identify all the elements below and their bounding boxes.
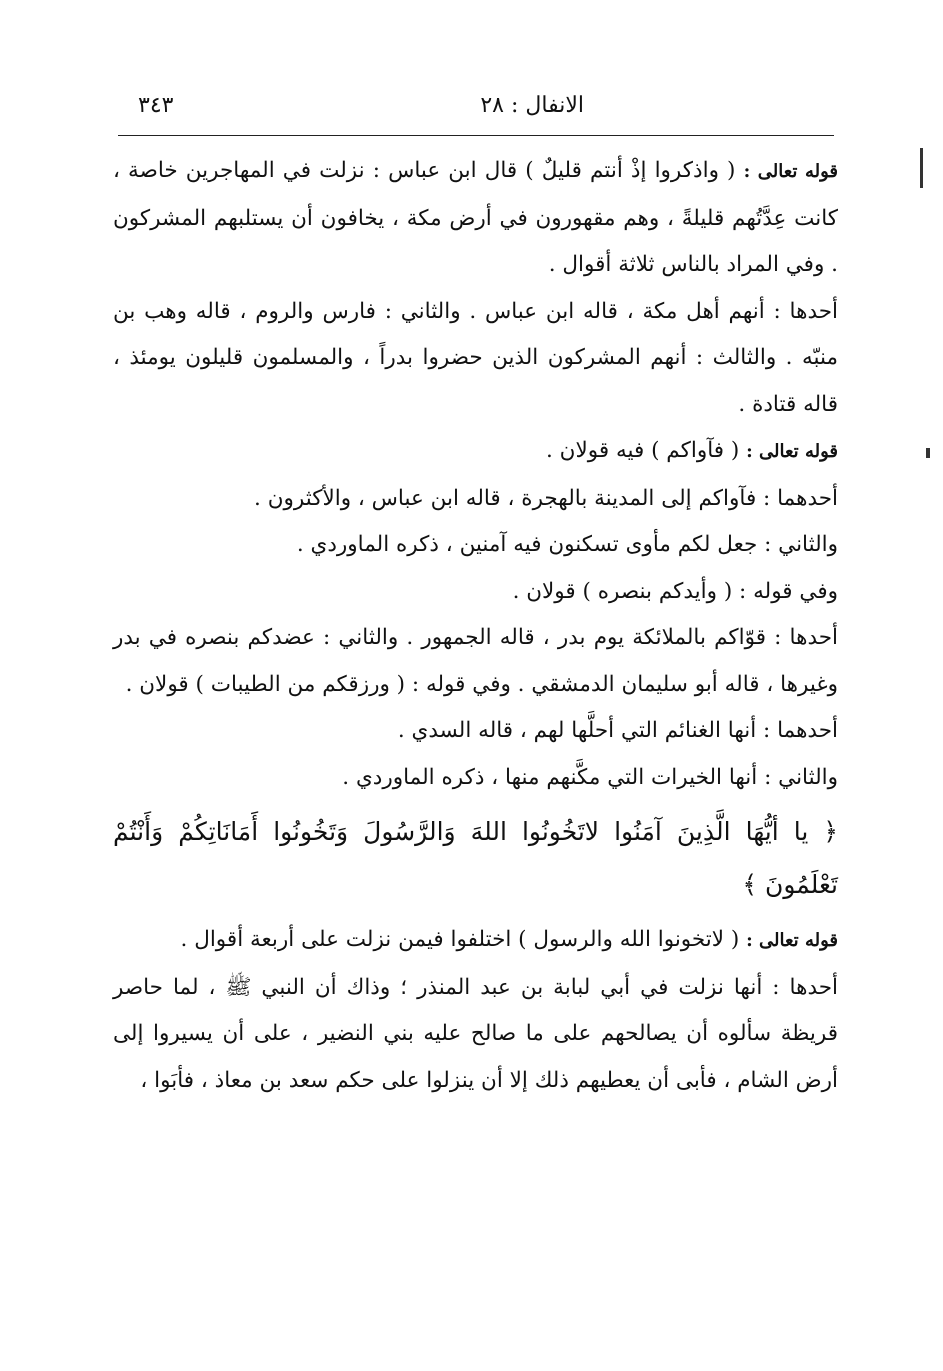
paragraph-text: ( فآواكم ) فيه قولان . (546, 438, 740, 463)
lead-phrase: قوله تعالى : (743, 161, 838, 182)
paragraph-1 (113, 148, 838, 289)
paragraph-5: والثاني : جعل لكم مأوى تسكنون فيه آمنين ، ذكره الماوردي . (296, 532, 838, 557)
paragraph-4: أحدهما : فآواكم إلى المدينة بالهجرة ، قاله ابن عباس ، والأكثرون . (254, 485, 838, 511)
page-header (118, 87, 834, 131)
quran-verse: ﴿ يا أيُّهَا الَّذِينَ آمَنُوا لاتَخُونُوا اللهَ وَالرَّسُولَ وَتَخُونُوا أَمَانَاتِكُمْ وَأَنْتُمْ تَعْلَمُونَ ﴾ (113, 817, 838, 899)
paragraph-8: أحدهما : أنها الغنائم التي أحلَّها لهم ، قاله السدي . (397, 718, 838, 743)
paragraph-2: أحدها : أنهم أهل مكة ، قاله ابن عباس . والثاني : فارس والروم ، قاله وهب بن منبّه . والثالث : أنهم المشركون الذين حضروا بدراً ، والمسلمون قليلون يومئذ ، قاله قتادة . (113, 298, 838, 417)
running-head: الانفال : ٢٨ (480, 93, 584, 118)
lead-phrase: قوله تعالى : (746, 441, 838, 462)
paragraph-7: أحدها : قوّاكم بالملائكة يوم بدر ، قاله الجمهور . والثاني : عضدكم بنصره في بدر وغيرها ، قاله أبو سليمان الدمشقي . وفي قوله : ( ورزقكم من الطيبات ) قولان . (113, 625, 838, 697)
paragraph-3 (113, 428, 838, 476)
paragraph-6: وفي قوله : ( وأيدكم بنصره ) قولان . (512, 578, 838, 604)
paragraph-10 (113, 917, 838, 965)
paragraph-11: أحدها : أنها نزلت في أبي لبابة بن عبد المنذر ؛ وذاك أن النبي ﷺ ، لما حاصر قريظة سألوه أن يصالحهم على ما صالح عليه بني النضير ، على أن يسيروا إلى أرض الشام ، فأبى أن يعطيهم ذلك إلا أن ينزلوا على حكم سعد بن معاذ ، فأبَوا ، (113, 974, 838, 1093)
body-text (113, 148, 838, 1104)
paragraph-9: والثاني : أنها الخيرات التي مكَّنهم منها ، ذكره الماوردي . (342, 764, 838, 790)
page-number: ٣٤٣ (138, 93, 174, 118)
margin-mark (920, 148, 923, 188)
margin-dot (926, 448, 930, 458)
paragraph-text: ( لاتخونوا الله والرسول ) اختلفوا فيمن نزلت على أربعة أقوال . (180, 927, 740, 952)
lead-phrase: قوله تعالى : (746, 930, 838, 951)
header-rule (118, 135, 834, 136)
paragraph-text: ( واذكروا إذْ أنتم قليلٌ ) قال ابن عباس : نزلت في المهاجرين خاصة ، كانت عِدَّتُهم قليلةً ، وهم مقهورون في أرض مكة ، يخافون أن يستلبهم المشركون . وفي المراد بالناس ثلاثة أقوال . (113, 158, 839, 277)
